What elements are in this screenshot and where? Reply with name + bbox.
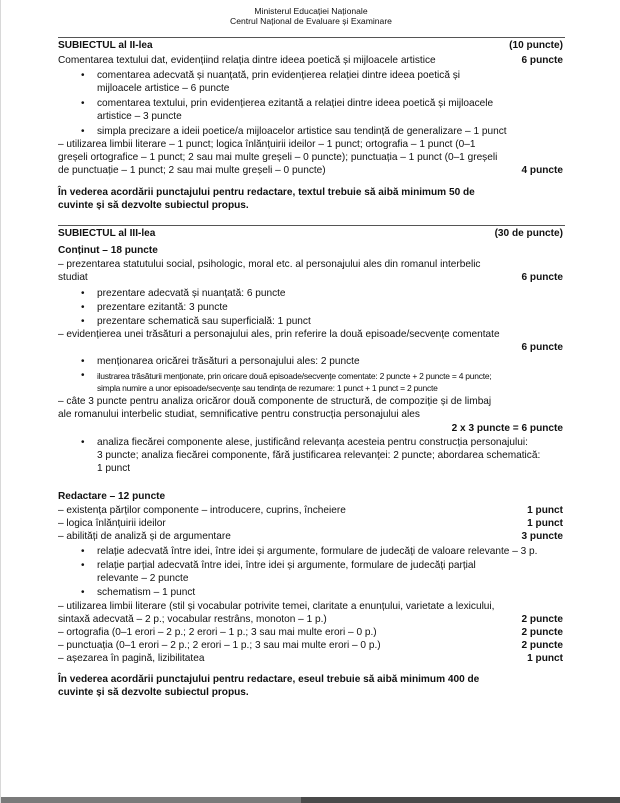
bullet-text: comentarea adecvată și nuanțată, prin evidențierea relației dintre ideea poetică și: [97, 70, 461, 81]
bullet-icon: •: [81, 288, 85, 299]
bullet-text: relație parțial adecvată între idei, între idei și argumente, formulare de judecăți parțial: [97, 560, 476, 571]
criterion-points: 2 puncte: [521, 627, 563, 638]
bullet-icon: •: [81, 546, 85, 557]
criterion-text: – punctuația (0–1 erori – 2 p.; 2 erori – 1 p.; 3 sau mai multe erori – 0 p.): [58, 640, 381, 651]
note-text: cuvinte și să dezvolte subiectul propus.: [58, 687, 249, 698]
criterion-points: 4 puncte: [521, 165, 563, 176]
note-text: În vederea acordării punctajului pentru redactare, eseul trebuie să aibă minimum 400 de: [58, 674, 480, 685]
criterion-points: 2 x 3 puncte = 6 puncte: [451, 423, 563, 434]
bullet-text: 1 punct: [97, 463, 131, 474]
bullet-text: relație adecvată între idei, între idei și argumente, formulare de judecăți de valoare relevante – 3 p.: [97, 546, 538, 557]
criterion-text: – abilități de analiză și de argumentare: [58, 531, 231, 542]
note-text: cuvinte și să dezvolte subiectul propus.: [58, 200, 249, 211]
bullet-text: schematism – 1 punct: [97, 587, 196, 598]
header-ministry: Ministerul Educației Naționale: [254, 6, 368, 16]
bullet-text: 3 puncte; analiza fiecărei componente, fără justificarea relevanței: 2 puncte; abordarea schematică:: [97, 450, 541, 461]
divider: [58, 225, 565, 226]
viewer-bottom-bar-left: [1, 797, 301, 803]
bullet-icon: •: [81, 126, 85, 137]
divider: [58, 37, 565, 38]
criterion-text: sintaxă adecvată – 2 p.; vocabular restrâns, monoton – 1 p.): [58, 614, 327, 625]
bullet-icon: •: [81, 560, 85, 571]
criterion-points: 1 punct: [527, 653, 563, 664]
bullet-text: analiza fiecărei componente alese, justificând relevanța acesteia pentru construcția personajului:: [97, 437, 528, 448]
section-points: (10 puncte): [509, 40, 563, 51]
criterion-text: ale romanului interbelic studiat, semnificative pentru construcția personajului ales: [58, 409, 420, 420]
criterion-text: – câte 3 puncte pentru analiza oricăror două componente de structură, de compoziție și de limbaj: [58, 396, 492, 407]
bullet-icon: •: [81, 98, 85, 109]
criterion-points: 1 punct: [527, 505, 563, 516]
subsection-title: Redactare – 12 puncte: [58, 491, 166, 502]
header-center: Centrul Național de Evaluare și Examinare: [230, 16, 392, 26]
bullet-text: ilustrarea trăsăturii menționate, prin oricare două episoade/secvențe comentate: 2 puncte + 2 puncte = 4 puncte;: [97, 371, 492, 381]
criterion-points: 1 punct: [527, 518, 563, 529]
bullet-icon: •: [81, 587, 85, 598]
bullet-icon: •: [81, 356, 85, 367]
criterion-text: – așezarea în pagină, lizibilitatea: [58, 653, 205, 664]
criterion-points: 3 puncte: [521, 531, 563, 542]
note-text: În vederea acordării punctajului pentru redactare, textul trebuie să aibă minimum 50 de: [58, 187, 475, 198]
bullet-icon: •: [81, 370, 85, 381]
subsection-title: Conținut – 18 puncte: [58, 245, 158, 256]
criterion-points: 2 puncte: [521, 640, 563, 651]
bullet-text: comentarea textului, prin evidențierea ezitantă a relației dintre ideea poetică și mijloacele: [97, 98, 494, 109]
criterion-text: studiat: [58, 272, 88, 283]
criterion-text: greșeli ortografice – 1 punct; 2 sau mai multe greșeli – 0 puncte); punctuația – 1 punct (0–1 greșeli: [58, 152, 498, 163]
criterion-points: 6 puncte: [521, 55, 563, 66]
bullet-icon: •: [81, 437, 85, 448]
criterion-text: – prezentarea statutului social, psihologic, moral etc. al personajului ales din romanul interbelic: [58, 259, 481, 270]
criterion-points: 2 puncte: [521, 614, 563, 625]
criterion-text: – logica înlănțuirii ideilor: [58, 518, 166, 529]
criterion-text: – ortografia (0–1 erori – 2 p.; 2 erori – 1 p.; 3 sau mai multe erori – 0 p.): [58, 627, 377, 638]
bullet-icon: •: [81, 316, 85, 327]
criterion-text: – utilizarea limbii literare – 1 punct; logica înlănțuirii ideilor – 1 punct; ortografia – 1 punct (0–1: [58, 139, 476, 150]
criterion-text: – utilizarea limbii literare (stil și vocabular potrivite temei, claritate a enunțului, varietate a lexicului,: [58, 601, 495, 612]
bullet-icon: •: [81, 70, 85, 81]
bullet-text: artistice – 3 puncte: [97, 111, 182, 122]
bullet-text: prezentare ezitantă: 3 puncte: [97, 302, 228, 313]
bullet-text: simpla precizare a ideii poetice/a mijloacelor artistice sau tendință de generalizare – 1 punct: [97, 126, 507, 137]
criterion-text: – existența părților componente – introducere, cuprins, încheiere: [58, 505, 346, 516]
section-points: (30 de puncte): [494, 228, 563, 239]
bullet-text: prezentare adecvată și nuanțată: 6 puncte: [97, 288, 286, 299]
criterion-points: 6 puncte: [521, 272, 563, 283]
bullet-text: relevante – 2 puncte: [97, 573, 189, 584]
bullet-text: menționarea oricărei trăsături a personajului ales: 2 puncte: [97, 356, 360, 367]
criterion-points: 6 puncte: [521, 342, 563, 353]
section-title: SUBIECTUL al III-lea: [58, 228, 156, 239]
bullet-text: simpla numire a unor episoade/secvențe sau tendința de rezumare: 1 punct + 1 punct = 2 puncte: [97, 383, 438, 393]
criterion-text: – evidențierea unei trăsături a personajului ales, prin referire la două episoade/secvențe comentate: [58, 329, 500, 340]
criterion-text: de punctuație – 1 punct; 2 sau mai multe greșeli – 0 puncte): [58, 165, 326, 176]
bullet-text: mijloacele artistice – 6 puncte: [97, 83, 230, 94]
bullet-text: prezentare schematică sau superficială: 1 punct: [97, 316, 311, 327]
criterion-text: Comentarea textului dat, evidențiind relația dintre ideea poetică și mijloacele artistice: [58, 55, 436, 66]
section-title: SUBIECTUL al II-lea: [58, 40, 153, 51]
bullet-icon: •: [81, 302, 85, 313]
